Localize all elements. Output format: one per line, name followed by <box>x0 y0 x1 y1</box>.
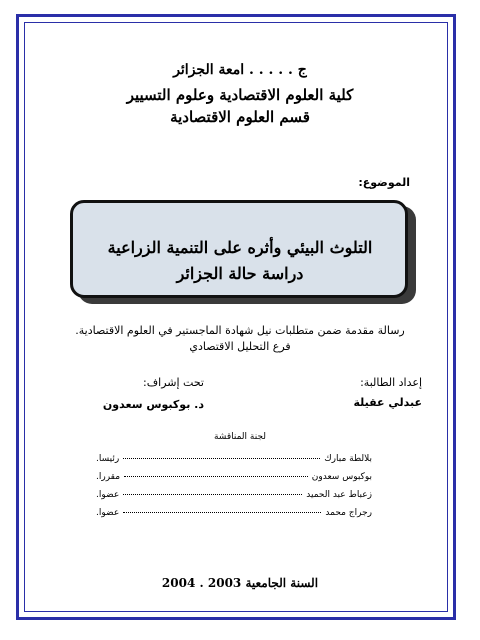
committee-member <box>96 490 372 500</box>
dotted-leader <box>123 458 320 459</box>
member-name: رجراج محمد <box>325 508 372 518</box>
member-role: مقررا. <box>96 472 121 482</box>
supervisor-name: د. بوكبوس سعدون <box>102 398 204 411</box>
subject-label: الموضوع: <box>358 176 410 189</box>
dotted-leader <box>123 512 321 513</box>
committee-title: لجنة المناقشة <box>213 432 266 442</box>
dotted-leader <box>124 476 308 477</box>
member-role: عضوا. <box>96 508 120 518</box>
preparer-label: إعداد الطالبة: <box>360 376 422 389</box>
supervisor-label: تحت إشراف: <box>143 376 204 389</box>
thesis-description: رسالة مقدمة ضمن متطلبات نيل شهادة الماجستير في العلوم الاقتصادية. <box>75 324 405 337</box>
member-role: عضوا. <box>96 490 120 500</box>
university-name: ج . . . . . امعة الجزائر <box>173 62 307 78</box>
thesis-title: التلوث البيئي وأثره على التنمية الزراعية <box>107 238 373 257</box>
committee-member <box>96 454 372 464</box>
faculty-name: كلية العلوم الاقتصادية وعلوم التسيير <box>126 86 354 104</box>
academic-year: السنة الجامعية 2003 . 2004 <box>161 576 319 590</box>
thesis-branch: فرع التحليل الاقتصادي <box>189 340 291 353</box>
preparer-name: عبدلي عقيلة <box>353 396 422 409</box>
thesis-subtitle: دراسة حالة الجزائر <box>176 264 304 283</box>
department-name: قسم العلوم الاقتصادية <box>170 108 310 126</box>
member-name: بوكبوس سعدون <box>311 472 372 482</box>
member-name: بلالطة مبارك <box>324 454 372 464</box>
committee-member <box>96 472 372 482</box>
dotted-leader <box>123 494 302 495</box>
committee-member <box>96 508 372 518</box>
member-name: زعباط عبد الحميد <box>306 490 372 500</box>
member-role: رئيسا. <box>96 454 120 464</box>
